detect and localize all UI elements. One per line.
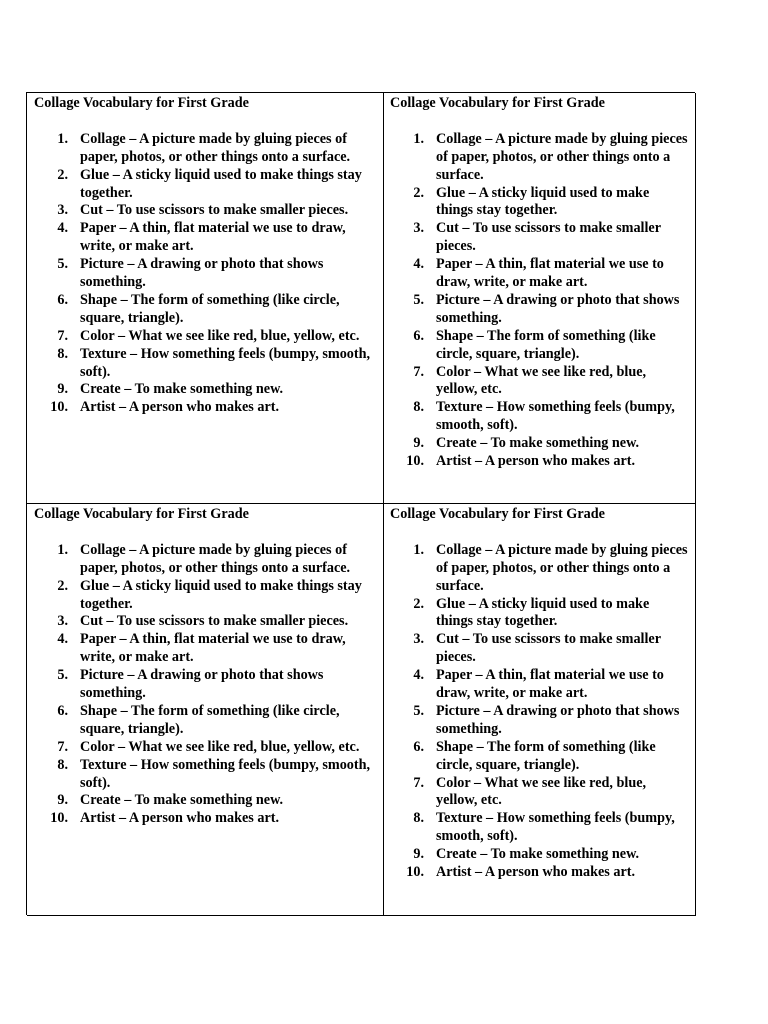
- vocabulary-list: [34, 542, 379, 829]
- vocabulary-item: [390, 631, 689, 667]
- item-number: 3.: [57, 202, 68, 219]
- item-number: 1.: [413, 541, 424, 558]
- item-definition: Texture – How something feels (bumpy, smooth, soft).: [80, 756, 371, 791]
- item-number: 8.: [413, 810, 424, 827]
- item-number: 7.: [413, 774, 424, 791]
- vocabulary-item: [34, 202, 379, 220]
- item-definition: Color – What we see like red, blue, yellow, etc.: [80, 738, 360, 755]
- item-definition: Shape – The form of something (like circle, square, triangle).: [80, 702, 340, 737]
- item-definition: Collage – A picture made by gluing pieces of paper, photos, or other things onto a surface.: [80, 541, 351, 576]
- item-definition: Glue – A sticky liquid used to make things stay together.: [80, 166, 362, 201]
- item-number: 5.: [57, 256, 68, 273]
- vocabulary-list: [390, 131, 689, 471]
- vocabulary-item: [34, 810, 379, 828]
- vocabulary-item: [390, 292, 689, 328]
- item-number: 2.: [413, 184, 424, 201]
- vocabulary-item: [34, 631, 379, 667]
- vocabulary-item: [34, 292, 379, 328]
- item-number: 3.: [57, 613, 68, 630]
- vocabulary-item: [390, 435, 689, 453]
- item-number: 6.: [57, 291, 68, 308]
- item-number: 9.: [57, 792, 68, 809]
- item-definition: Color – What we see like red, blue, yellow, etc.: [436, 363, 647, 398]
- item-definition: Color – What we see like red, blue, yellow, etc.: [436, 774, 647, 809]
- item-definition: Artist – A person who makes art.: [80, 399, 280, 416]
- vocabulary-item: [34, 578, 379, 614]
- item-definition: Paper – A thin, flat material we use to draw, write, or make art.: [436, 256, 664, 291]
- vocabulary-item: [34, 131, 379, 167]
- vocabulary-item: [34, 739, 379, 757]
- item-number: 7.: [57, 738, 68, 755]
- item-definition: Cut – To use scissors to make smaller pieces.: [436, 220, 661, 255]
- item-number: 7.: [413, 363, 424, 380]
- item-definition: Artist – A person who makes art.: [80, 810, 280, 827]
- vocabulary-item: [34, 346, 379, 382]
- vocabulary-card-1: [27, 93, 384, 504]
- item-definition: Collage – A picture made by gluing pieces of paper, photos, or other things onto a surface.: [436, 130, 688, 183]
- vocabulary-item: [390, 220, 689, 256]
- item-definition: Cut – To use scissors to make smaller pieces.: [80, 202, 349, 219]
- item-number: 5.: [413, 702, 424, 719]
- vocabulary-item: [34, 542, 379, 578]
- item-number: 9.: [57, 381, 68, 398]
- vocabulary-item: [34, 667, 379, 703]
- item-definition: Paper – A thin, flat material we use to draw, write, or make art.: [80, 220, 346, 255]
- vocabulary-item: [390, 864, 689, 882]
- vocabulary-item: [34, 381, 379, 399]
- item-number: 8.: [57, 756, 68, 773]
- item-number: 6.: [57, 702, 68, 719]
- vocabulary-item: [390, 453, 689, 471]
- vocabulary-card-3: [27, 504, 384, 916]
- item-definition: Glue – A sticky liquid used to make things stay together.: [436, 595, 650, 630]
- vocabulary-item: [34, 256, 379, 292]
- item-number: 3.: [413, 220, 424, 237]
- item-definition: Paper – A thin, flat material we use to draw, write, or make art.: [436, 667, 664, 702]
- vocabulary-item: [390, 542, 689, 596]
- vocabulary-item: [390, 739, 689, 775]
- vocabulary-item: [390, 328, 689, 364]
- item-number: 2.: [57, 577, 68, 594]
- vocabulary-item: [390, 131, 689, 185]
- vocabulary-card-4: [384, 504, 696, 916]
- item-number: 8.: [57, 345, 68, 362]
- vocabulary-item: [34, 757, 379, 793]
- card-title: Collage Vocabulary for First Grade: [34, 506, 249, 522]
- item-definition: Texture – How something feels (bumpy, smooth, soft).: [436, 399, 675, 434]
- vocabulary-item: [390, 775, 689, 811]
- item-definition: Cut – To use scissors to make smaller pieces.: [80, 613, 349, 630]
- item-number: 2.: [57, 166, 68, 183]
- item-number: 4.: [413, 667, 424, 684]
- item-definition: Glue – A sticky liquid used to make things stay together.: [80, 577, 362, 612]
- item-definition: Picture – A drawing or photo that shows something.: [80, 256, 324, 291]
- item-number: 10.: [50, 810, 68, 827]
- item-definition: Color – What we see like red, blue, yellow, etc.: [80, 327, 360, 344]
- item-definition: Picture – A drawing or photo that shows something.: [436, 702, 680, 737]
- item-definition: Cut – To use scissors to make smaller pieces.: [436, 631, 661, 666]
- item-number: 4.: [57, 220, 68, 237]
- item-number: 4.: [57, 631, 68, 648]
- item-definition: Glue – A sticky liquid used to make things stay together.: [436, 184, 650, 219]
- item-definition: Collage – A picture made by gluing pieces of paper, photos, or other things onto a surface.: [80, 130, 351, 165]
- vocabulary-item: [390, 399, 689, 435]
- item-number: 1.: [57, 130, 68, 147]
- item-number: 6.: [413, 738, 424, 755]
- item-number: 8.: [413, 399, 424, 416]
- item-number: 10.: [406, 453, 424, 470]
- vocabulary-item: [390, 364, 689, 400]
- item-number: 9.: [413, 435, 424, 452]
- item-definition: Create – To make something new.: [80, 792, 284, 809]
- item-definition: Picture – A drawing or photo that shows something.: [436, 291, 680, 326]
- item-number: 1.: [413, 130, 424, 147]
- item-number: 1.: [57, 541, 68, 558]
- item-number: 10.: [50, 399, 68, 416]
- vocabulary-list: [34, 131, 379, 418]
- item-number: 3.: [413, 631, 424, 648]
- vocabulary-card-2: [384, 93, 696, 504]
- vocabulary-item: [34, 220, 379, 256]
- item-definition: Create – To make something new.: [80, 381, 284, 398]
- vocabulary-item: [390, 185, 689, 221]
- vocabulary-item: [34, 328, 379, 346]
- item-definition: Texture – How something feels (bumpy, smooth, soft).: [436, 810, 675, 845]
- item-definition: Create – To make something new.: [436, 846, 640, 863]
- item-definition: Picture – A drawing or photo that shows something.: [80, 667, 324, 702]
- item-definition: Collage – A picture made by gluing pieces of paper, photos, or other things onto a surface.: [436, 541, 688, 594]
- vocabulary-item: [390, 846, 689, 864]
- item-number: 6.: [413, 327, 424, 344]
- item-definition: Create – To make something new.: [436, 435, 640, 452]
- item-definition: Shape – The form of something (like circle, square, triangle).: [436, 738, 656, 773]
- item-number: 9.: [413, 846, 424, 863]
- item-number: 10.: [406, 864, 424, 881]
- vocabulary-item: [34, 792, 379, 810]
- vocabulary-item: [390, 810, 689, 846]
- item-definition: Paper – A thin, flat material we use to draw, write, or make art.: [80, 631, 346, 666]
- vocabulary-item: [34, 167, 379, 203]
- item-definition: Artist – A person who makes art.: [436, 453, 636, 470]
- vocabulary-item: [390, 596, 689, 632]
- vocabulary-item: [34, 399, 379, 417]
- vocabulary-item: [390, 703, 689, 739]
- vocabulary-item: [390, 667, 689, 703]
- item-number: 4.: [413, 256, 424, 273]
- item-definition: Texture – How something feels (bumpy, smooth, soft).: [80, 345, 371, 380]
- card-title: Collage Vocabulary for First Grade: [390, 95, 605, 111]
- card-title: Collage Vocabulary for First Grade: [390, 506, 605, 522]
- vocabulary-card-grid: [26, 92, 695, 915]
- item-number: 5.: [413, 291, 424, 308]
- item-definition: Artist – A person who makes art.: [436, 864, 636, 881]
- card-title: Collage Vocabulary for First Grade: [34, 95, 249, 111]
- item-number: 2.: [413, 595, 424, 612]
- item-number: 5.: [57, 667, 68, 684]
- vocabulary-item: [34, 613, 379, 631]
- vocabulary-item: [390, 256, 689, 292]
- item-number: 7.: [57, 327, 68, 344]
- item-definition: Shape – The form of something (like circle, square, triangle).: [80, 291, 340, 326]
- item-definition: Shape – The form of something (like circle, square, triangle).: [436, 327, 656, 362]
- vocabulary-item: [34, 703, 379, 739]
- vocabulary-list: [390, 542, 689, 882]
